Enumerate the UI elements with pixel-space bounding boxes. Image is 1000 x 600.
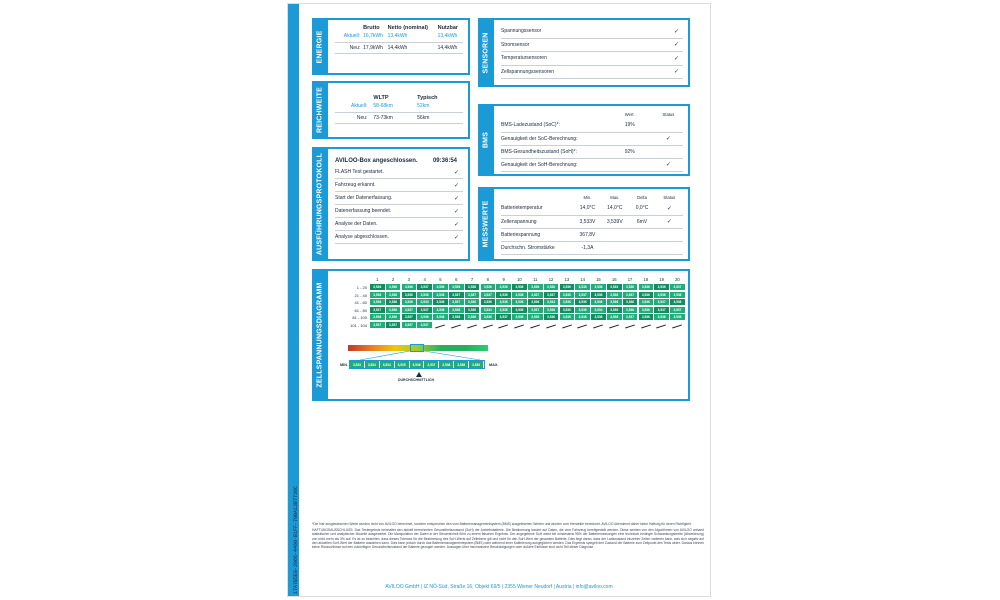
cell-value: 3,536 — [528, 314, 543, 320]
cell-value: 3,537 — [417, 284, 432, 290]
reichweite-panel — [312, 81, 470, 139]
cell-value: 3,536 — [386, 307, 401, 313]
cell-value: 3,537 — [417, 322, 432, 328]
cell-value: 3,537 — [417, 307, 432, 313]
cell-value: 3,536 — [623, 284, 638, 290]
cell-value: 3,534 — [481, 307, 496, 313]
cell-value: 3,536 — [670, 292, 685, 298]
check-icon: ✓ — [654, 158, 683, 171]
cell-value: 3,536 — [607, 314, 622, 320]
scale-value: 3,537 — [424, 361, 439, 368]
messwert-value: 0,0°C — [628, 202, 655, 215]
cell-value: 3,536 — [575, 307, 590, 313]
cell-value: 3,537 — [386, 322, 401, 328]
empty-cell — [639, 322, 653, 328]
cell-value: 3,537 — [670, 307, 685, 313]
cell-value: 3,536 — [591, 292, 606, 298]
column-label: 10 — [517, 277, 522, 282]
cell-value: 3,533 — [417, 299, 432, 305]
empty-cell — [654, 322, 668, 328]
messwert-status — [656, 228, 683, 241]
cell-value: 3,537 — [465, 292, 480, 298]
cell-value: 3,536 — [639, 284, 654, 290]
header-min: Min. — [583, 195, 592, 200]
messwert-value — [601, 228, 628, 241]
header-delta: Delta — [637, 195, 647, 200]
sensoren-tab: SENSOREN — [478, 18, 494, 87]
messwert-row — [501, 241, 683, 254]
scale-value: 3,539 — [469, 361, 484, 368]
cell-value: 3,536 — [370, 299, 385, 305]
protokoll-item — [335, 192, 463, 205]
messwert-value — [628, 241, 655, 254]
messwerte-tab: MESSWERTE — [478, 187, 494, 261]
column-label: 16 — [611, 277, 617, 282]
messwerte-table — [501, 193, 683, 255]
empty-cell — [670, 322, 684, 328]
row-label: 81 - 100 — [352, 315, 367, 321]
cell-value: 3,536 — [639, 292, 654, 298]
column-label: 6 — [455, 277, 458, 282]
header-wltp: WLTP — [373, 95, 389, 101]
cell-value: 3,536 — [449, 314, 464, 320]
cell-value: 3,537 — [449, 292, 464, 298]
cell-value: 3,536 — [639, 299, 654, 305]
reichweite-table — [335, 95, 463, 124]
column-label: 3 — [407, 277, 411, 282]
cell-value: 3,537 — [449, 299, 464, 305]
bms-row-status — [654, 145, 683, 158]
messwert-label: Batterietemperatur — [501, 202, 574, 215]
cell-value: 3,536 — [417, 292, 432, 298]
empty-cell — [591, 322, 605, 328]
cell-value: 3,536 — [496, 292, 511, 298]
energie-row-neu: Neu: 17,9kWh 14,4kWh 14,4kWh — [335, 42, 463, 53]
cell-value: 3,536 — [528, 284, 543, 290]
reichweite-row-aktuell: Aktuell: 58-68km 52km — [335, 101, 463, 112]
cell-value: 3,537 — [654, 307, 669, 313]
energie-row-aktuell: Aktuell: 16,7kWh 13,4kWh 13,4kWh — [335, 31, 463, 42]
protokoll-item-label: Analyse abgeschlossen. — [335, 234, 389, 240]
column-label: 1 — [376, 277, 379, 282]
check-icon: ✓ — [673, 42, 679, 49]
cell-value: 3,536 — [481, 314, 496, 320]
header-brutto: Brutto — [363, 25, 380, 31]
messwert-label: Batteriespannung — [501, 228, 574, 241]
cell-value: 3,536 — [449, 284, 464, 290]
cell-value: 3,537 — [575, 292, 590, 298]
average-label: DURCHSCHNITTLICH — [398, 378, 434, 382]
scale-value: 3,535 — [395, 361, 410, 368]
empty-cell — [465, 322, 479, 328]
cell-value: 3,536 — [496, 284, 511, 290]
cell-value: 3,536 — [670, 314, 685, 320]
sensoren-list — [501, 25, 683, 79]
protokoll-item-label: Fahrzeug erkannt. — [335, 182, 376, 188]
scale-value: 3,534 — [380, 361, 395, 368]
reichweite-tab: REICHWEITE — [312, 81, 328, 139]
sensor-item — [501, 52, 683, 66]
check-icon: ✓ — [453, 208, 459, 215]
protokoll-item-label: FLASH Test gestartet. — [335, 169, 384, 175]
check-icon: ✓ — [453, 195, 459, 202]
cell-value: 3,536 — [607, 307, 622, 313]
energie-tab: ENERGIE — [312, 18, 328, 75]
check-icon: ✓ — [453, 221, 459, 228]
empty-cell — [544, 322, 558, 328]
cell-value: 3,536 — [544, 284, 559, 290]
row-label: 41 - 60 — [354, 300, 367, 306]
bms-row — [501, 119, 683, 132]
messwert-value: 367,8V — [574, 228, 601, 241]
row-label: 21 - 40 — [354, 292, 367, 298]
reichweite-row-neu: Neu: 73-73km 56km — [335, 112, 463, 123]
cell-value: 3,536 — [575, 299, 590, 305]
check-icon: ✓ — [453, 234, 459, 241]
protokoll-item — [335, 179, 463, 192]
cell-value: 3,537 — [481, 292, 496, 298]
column-label: 8 — [486, 277, 490, 282]
column-label: 2 — [391, 277, 395, 282]
footer-address: AVILOO GmbH | IZ NÖ-Süd, Straße 16, Objekt 69/5 | 2355 Wiener Neudorf | Austria | info@aviloo.com — [385, 584, 613, 590]
protokoll-item — [335, 166, 463, 179]
cell-value: 3,537 — [654, 299, 669, 305]
bms-row-label: Genauigkeit der SoH-Berechnung: — [501, 158, 625, 171]
cell-value: 3,536 — [512, 284, 527, 290]
column-label: 4 — [423, 277, 426, 282]
cell-value: 3,537 — [402, 322, 417, 328]
row-label: 61 - 80 — [354, 307, 367, 313]
header-netto: Netto (nominal) — [387, 25, 428, 31]
empty-cell — [481, 322, 495, 328]
protokoll-list — [335, 166, 463, 244]
messwert-value — [601, 241, 628, 254]
energie-panel — [312, 18, 470, 75]
column-label: 20 — [675, 277, 680, 282]
messwert-value: 14,0°C — [601, 202, 628, 215]
scale-value: 3,536 — [410, 361, 425, 368]
check-icon: ✓ — [656, 215, 683, 228]
cell-value: 3,536 — [639, 314, 654, 320]
cell-value: 3,536 — [670, 299, 685, 305]
cell-value: 3,536 — [370, 314, 385, 320]
cell-value: 3,536 — [481, 299, 496, 305]
cell-value: 3,537 — [623, 314, 638, 320]
cell-value: 3,534 — [591, 307, 606, 313]
protokoll-item-label: Start der Datenerfassung. — [335, 195, 393, 201]
messwert-value: 3,539V — [601, 215, 628, 228]
check-icon: ✓ — [673, 28, 679, 35]
bms-row-label: BMS-Ladezustand (SoC)*: — [501, 119, 625, 132]
cell-value: 3,537 — [670, 284, 685, 290]
protokoll-item-label: Datenerfassung beendet. — [335, 208, 392, 214]
messwert-row — [501, 215, 683, 228]
sensor-item — [501, 39, 683, 53]
cell-value: 3,536 — [433, 299, 448, 305]
bms-tab: BMS — [478, 104, 494, 176]
cell-value: 3,536 — [560, 299, 575, 305]
bms-row — [501, 158, 683, 171]
zell-tab: ZELLSPANNUNGSDIAGRAMM — [312, 269, 328, 401]
messwert-value: 3,533V — [574, 215, 601, 228]
cell-value: 3,536 — [465, 314, 480, 320]
disclaimer: HAFTUNGSAUSSCHLUSS: Das Testergebnis beinhaltet den aktuell berechneten Gesundheitszustand (SoH) der Antriebsbatterie. Die Bestimmung basiert auf Daten, die vom Fahrzeug bereitgestellt werden. Diese werden von den Algorithmen von AVILOO anhand statistischer und analytischer Modelle ausgewertet. Die Manipulation der Daten in der Steuereinheit führt zu einem falschen Ergebnis. Der angegebene SoH weist bei mindestens 95% der Batteriemessungen eine technisch bedingte Schwankungsbreite (Abweichung) von nicht mehr als 3% auf. Es ist zu beachten, dass dieses Toleranz für die Bestimmung des SoH-Werts auf Zellebene gilt und nicht für den SoH-Wert der gesamten Batterie. Dies liegt daran, dass der Ladezustand einzelner Zellen variieren kann, was sich negativ auf den aktuellen SoH-Wert der Batterie auswirken kann. Dies kann jedoch durch das Batteriemanagementsystem (BMS) oder während einer Kalibrierung ausgeglichen werden. Das Ergebnis spiegelt den Zustand der Batterie zum Zeitpunkt des Tests wider. Daraus können keine Rückschlüsse auf den zukünftigen Gesundheitszustand der Batterie gezogen werden. Aussagen über mechanische Beschädigungen oder äußere Einflüsse sind nicht Teil dieser Diagnose. — [312, 528, 704, 550]
sensor-item-label: Zellspannungssensoren — [501, 68, 555, 75]
cell-value: 3,536 — [512, 299, 527, 305]
scale-value: 3,538 — [439, 361, 454, 368]
cell-value: 3,536 — [402, 292, 417, 298]
header-status: Status — [662, 112, 675, 117]
sensor-item — [501, 66, 683, 80]
cell-value: 3,536 — [465, 307, 480, 313]
empty-cell — [623, 322, 637, 328]
footnote: *Die hier ausgewiesenen Werte wurden nicht von AVILOO berechnet, sondern entsprechen den vom Batteriemanagementsystem (BMS) ausgelesenen Werten und wurden vom Hersteller berechnet. AVILOO übernimmt daher keine Haftung für deren Richtigkeit. — [312, 522, 692, 526]
cell-value: 3,537 — [544, 292, 559, 298]
cell-value: 3,536 — [386, 314, 401, 320]
cell-value: 3,536 — [654, 292, 669, 298]
cell-value: 3,536 — [607, 299, 622, 305]
cell-value: 3,536 — [496, 299, 511, 305]
cell-value: 3,536 — [481, 284, 496, 290]
messwert-label: Zellenspannung — [501, 215, 574, 228]
protokoll-panel — [312, 147, 470, 261]
cell-value: 3,534 — [544, 299, 559, 305]
sensor-item-label: Stromsensor — [501, 41, 530, 48]
column-label: 18 — [643, 277, 649, 282]
cell-value: 3,536 — [560, 284, 575, 290]
cell-value: 3,536 — [654, 314, 669, 320]
messwert-value: -1,3A — [574, 241, 601, 254]
protokoll-title: AVILOO-Box angeschlossen. — [335, 158, 418, 164]
header-wert: Wert — [624, 112, 634, 117]
cell-value: 3,536 — [591, 314, 606, 320]
sensor-item — [501, 25, 683, 39]
cell-value: 3,536 — [639, 307, 654, 313]
check-icon: ✓ — [453, 182, 459, 189]
min-label: MIN. — [340, 363, 349, 367]
cell-value: 3,536 — [386, 284, 401, 290]
cell-value: 3,536 — [433, 314, 448, 320]
bms-table — [501, 110, 683, 172]
cell-value: 3,536 — [560, 292, 575, 298]
column-label: 15 — [596, 277, 601, 282]
cell-value: 3,536 — [449, 307, 464, 313]
row-label: 1 - 20 — [356, 285, 367, 290]
messwert-row — [501, 202, 683, 215]
cell-value: 3,536 — [560, 314, 575, 320]
cell-value: 3,536 — [433, 307, 448, 313]
cell-value: 3,536 — [575, 284, 590, 290]
energie-table — [335, 25, 463, 54]
cell-value: 3,536 — [433, 284, 448, 290]
cell-value: 3,536 — [465, 299, 480, 305]
messwert-value: 14,0°C — [574, 202, 601, 215]
cell-value: 3,536 — [528, 299, 543, 305]
cell-value: 3,536 — [417, 314, 432, 320]
sensor-item-label: Temperatursensoren — [501, 55, 547, 62]
column-label: 7 — [470, 277, 474, 282]
messwert-status — [656, 241, 683, 254]
sensor-item-label: Spannungssensor — [501, 28, 542, 35]
column-label: 14 — [580, 277, 585, 282]
protokoll-item — [335, 218, 463, 231]
cell-value: 3,537 — [623, 292, 638, 298]
check-icon: ✓ — [656, 202, 683, 215]
protokoll-item-label: Analyse der Daten. — [335, 221, 378, 227]
cell-value: 3,536 — [402, 299, 417, 305]
bms-panel — [478, 104, 690, 176]
cell-value: 3,536 — [370, 292, 385, 298]
cell-value: 3,537 — [528, 292, 543, 298]
empty-cell — [575, 322, 589, 328]
cell-value: 3,537 — [370, 322, 385, 328]
cell-value: 3,536 — [512, 314, 527, 320]
empty-cell — [496, 322, 510, 328]
bms-row-label: BMS-Gesundheitszustand (SoH)*: — [501, 145, 625, 158]
header-typisch: Typisch — [417, 95, 438, 101]
cell-value: 3,536 — [607, 292, 622, 298]
cell-value: 3,536 — [402, 284, 417, 290]
bms-row-value — [625, 132, 654, 145]
cell-value: 3,536 — [654, 284, 669, 290]
protokoll-tab: AUSFÜHRUNGSPROTOKOLL — [312, 147, 328, 261]
protokoll-item — [335, 205, 463, 218]
cell-value: 3,536 — [591, 299, 606, 305]
empty-cell — [560, 322, 574, 328]
check-icon: ✓ — [453, 169, 459, 176]
average-marker-icon — [416, 372, 422, 377]
row-label: 101 - 104 — [350, 323, 367, 328]
bms-row-status — [654, 119, 683, 132]
check-icon: ✓ — [673, 55, 679, 62]
cell-value: 3,536 — [560, 307, 575, 313]
protokoll-item — [335, 231, 463, 244]
messwert-value: 6mV — [628, 215, 655, 228]
bms-row-value — [625, 158, 654, 171]
bms-row-value: 19% — [625, 119, 654, 132]
empty-cell — [433, 322, 447, 328]
cell-value: 3,537 — [528, 307, 543, 313]
footnote-block — [312, 522, 704, 549]
cell-value: 3,536 — [544, 307, 559, 313]
column-label: 9 — [502, 277, 505, 282]
messwerte-panel — [478, 187, 690, 261]
zell-panel — [312, 269, 690, 401]
cell-value: 3,536 — [544, 314, 559, 320]
bms-row — [501, 145, 683, 158]
column-label: 12 — [548, 277, 554, 282]
empty-cell — [512, 322, 526, 328]
cell-value: 3,536 — [623, 299, 638, 305]
scale-value: 3,534 — [365, 361, 380, 368]
header-status: Status — [663, 195, 676, 200]
messwert-value — [628, 228, 655, 241]
cell-value: 3,537 — [402, 307, 417, 313]
cell-value: 3,536 — [496, 307, 511, 313]
column-label: 13 — [564, 277, 570, 282]
scale-values — [349, 360, 485, 369]
document-id: 17A7B5E0-2066-4400-B1FF-70BA13B7730C — [293, 485, 299, 594]
cell-value: 3,536 — [575, 314, 590, 320]
scale-value: 3,533 — [350, 361, 365, 368]
cell-value: 3,537 — [496, 314, 511, 320]
cell-value: 3,533 — [607, 284, 622, 290]
cell-value: 3,536 — [386, 292, 401, 298]
cell-value: 3,538 — [465, 284, 480, 290]
bms-row — [501, 132, 683, 145]
messwert-label: Durchschn. Stromstärke — [501, 241, 574, 254]
bms-row-label: Genauigkeit der SoC-Berechnung: — [501, 132, 625, 145]
bms-row-value: 92% — [625, 145, 654, 158]
scale-value: 3,538 — [454, 361, 469, 368]
report-page — [287, 3, 711, 597]
empty-cell — [528, 322, 542, 328]
max-label: MAX. — [489, 363, 499, 367]
sensoren-panel — [478, 18, 690, 87]
header-nutzbar: Nutzbar — [437, 25, 459, 31]
messwert-row — [501, 228, 683, 241]
cell-value: 3,536 — [370, 284, 385, 290]
cell-value: 3,537 — [370, 307, 385, 313]
cell-value: 3,536 — [623, 307, 638, 313]
cell-value: 3,536 — [433, 292, 448, 298]
column-label: 5 — [439, 277, 442, 282]
check-icon: ✓ — [673, 69, 679, 76]
column-label: 19 — [659, 277, 664, 282]
cell-value: 3,537 — [402, 314, 417, 320]
empty-cell — [449, 322, 463, 328]
empty-cell — [607, 322, 621, 328]
check-icon: ✓ — [654, 132, 683, 145]
header-max: Max. — [610, 195, 620, 200]
column-label: 11 — [533, 277, 538, 282]
protokoll-time: 09:36:54 — [432, 158, 457, 164]
cell-value: 3,536 — [591, 284, 606, 290]
cell-value: 3,536 — [386, 299, 401, 305]
cell-value: 3,536 — [512, 292, 527, 298]
cell-value: 3,536 — [512, 307, 527, 313]
column-label: 17 — [627, 277, 633, 282]
